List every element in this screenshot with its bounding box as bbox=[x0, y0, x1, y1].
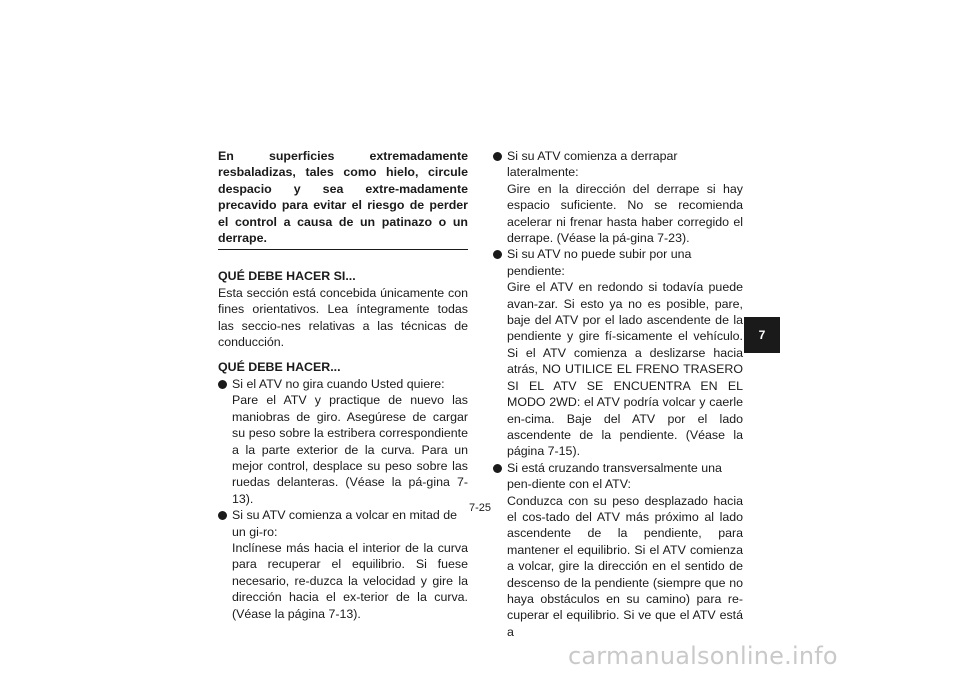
list-item-body: Pare el ATV y practique de nuevo las maniobras de giro. Asegúrese de cargar su peso sobre la estribera correspondiente a la parte exterior de la curva. Para un mejor control, desplace su peso sobre las ruedas delanteras. (Véase la pá-gina 7-13). bbox=[232, 393, 468, 506]
list-item bbox=[218, 376, 468, 507]
bullet-icon bbox=[493, 152, 502, 161]
section-intro-paragraph: Esta sección está concebida únicamente con fines orientativos. Lea íntegramente todas las seccio-nes relativas a las técnicas de conducción. bbox=[218, 285, 468, 350]
list-item-lead: Si su ATV no puede subir por una pendiente: bbox=[507, 247, 692, 278]
list-item-body: Conduzca con su peso desplazado hacia el cos-tado del ATV más próximo al lado ascendente de la pendiente, para mantener el equilibrio. Si el ATV comienza a volcar, gire la dirección en el sentido de descenso de la pendiente (siempre que no haya obstáculos en su camino) para re-cuperar el equilibrio. Si ve que el ATV está a bbox=[507, 493, 743, 639]
chapter-tab: 7 bbox=[744, 317, 780, 353]
list-item-body: Gire el ATV en redondo si todavía puede avan-zar. Si esto ya no es posible, pare, baje del ATV por el lado ascendente de la pendiente y gire fí-sicamente el vehículo. Si el ATV comienza a deslizarse hacia atrás, NO UTILICE EL FRENO TRASERO SI EL ATV SE ENCUENTRA EN EL MODO 2WD: el ATV podría volcar y caerle en-cima. Baje del ATV por el lado ascendente de la pendiente. (Véase la página 7-15). bbox=[507, 280, 743, 459]
list-item-lead: Si el ATV no gira cuando Usted quiere: bbox=[232, 376, 445, 391]
list-item bbox=[493, 148, 743, 246]
watermark: carmanualsonline.info bbox=[568, 642, 838, 670]
warning-rule bbox=[218, 249, 468, 250]
right-column bbox=[493, 148, 743, 640]
bullet-icon bbox=[493, 464, 502, 473]
list-item-body: Gire en la dirección del derrape si hay espacio suficiente. No se recomienda acelerar ni frenar hasta haber corregido el derrape. (Véase la pá-gina 7-23). bbox=[507, 181, 743, 246]
list-item-lead: Si está cruzando transversalmente una pen-diente con el ATV: bbox=[507, 460, 722, 492]
warning-text: En superficies extremadamente resbaladizas, tales como hielo, circule despacio y sea extre-madamente precavido para evitar el riesgo de perder el control a causa de un patinazo o un derrape. bbox=[218, 149, 468, 246]
section-heading-que-debe-hacer: QUÉ DEBE HACER... bbox=[218, 360, 341, 375]
list-item-lead: Si su ATV comienza a derrapar lateralmente: bbox=[507, 149, 678, 180]
page-number: 7-25 bbox=[468, 502, 492, 514]
list-item-body: Inclínese más hacia el interior de la curva para recuperar el equilibrio. Si fuese necesario, re-duzca la velocidad y gire la dirección hacia el ex-terior de la curva. (Véase la página 7-13). bbox=[232, 540, 468, 621]
bullet-icon bbox=[218, 380, 227, 389]
list-item bbox=[493, 460, 743, 640]
left-bullet-list bbox=[218, 376, 468, 622]
list-item-lead: Si su ATV comienza a volcar en mitad de un gi-ro: bbox=[232, 508, 457, 539]
right-bullet-list bbox=[493, 148, 743, 640]
left-column bbox=[218, 148, 468, 622]
bullet-icon bbox=[493, 250, 502, 259]
list-item bbox=[493, 246, 743, 459]
bullet-icon bbox=[218, 511, 227, 520]
list-item bbox=[218, 507, 468, 622]
section-heading-que-debe-hacer-si: QUÉ DEBE HACER SI... bbox=[218, 269, 356, 284]
